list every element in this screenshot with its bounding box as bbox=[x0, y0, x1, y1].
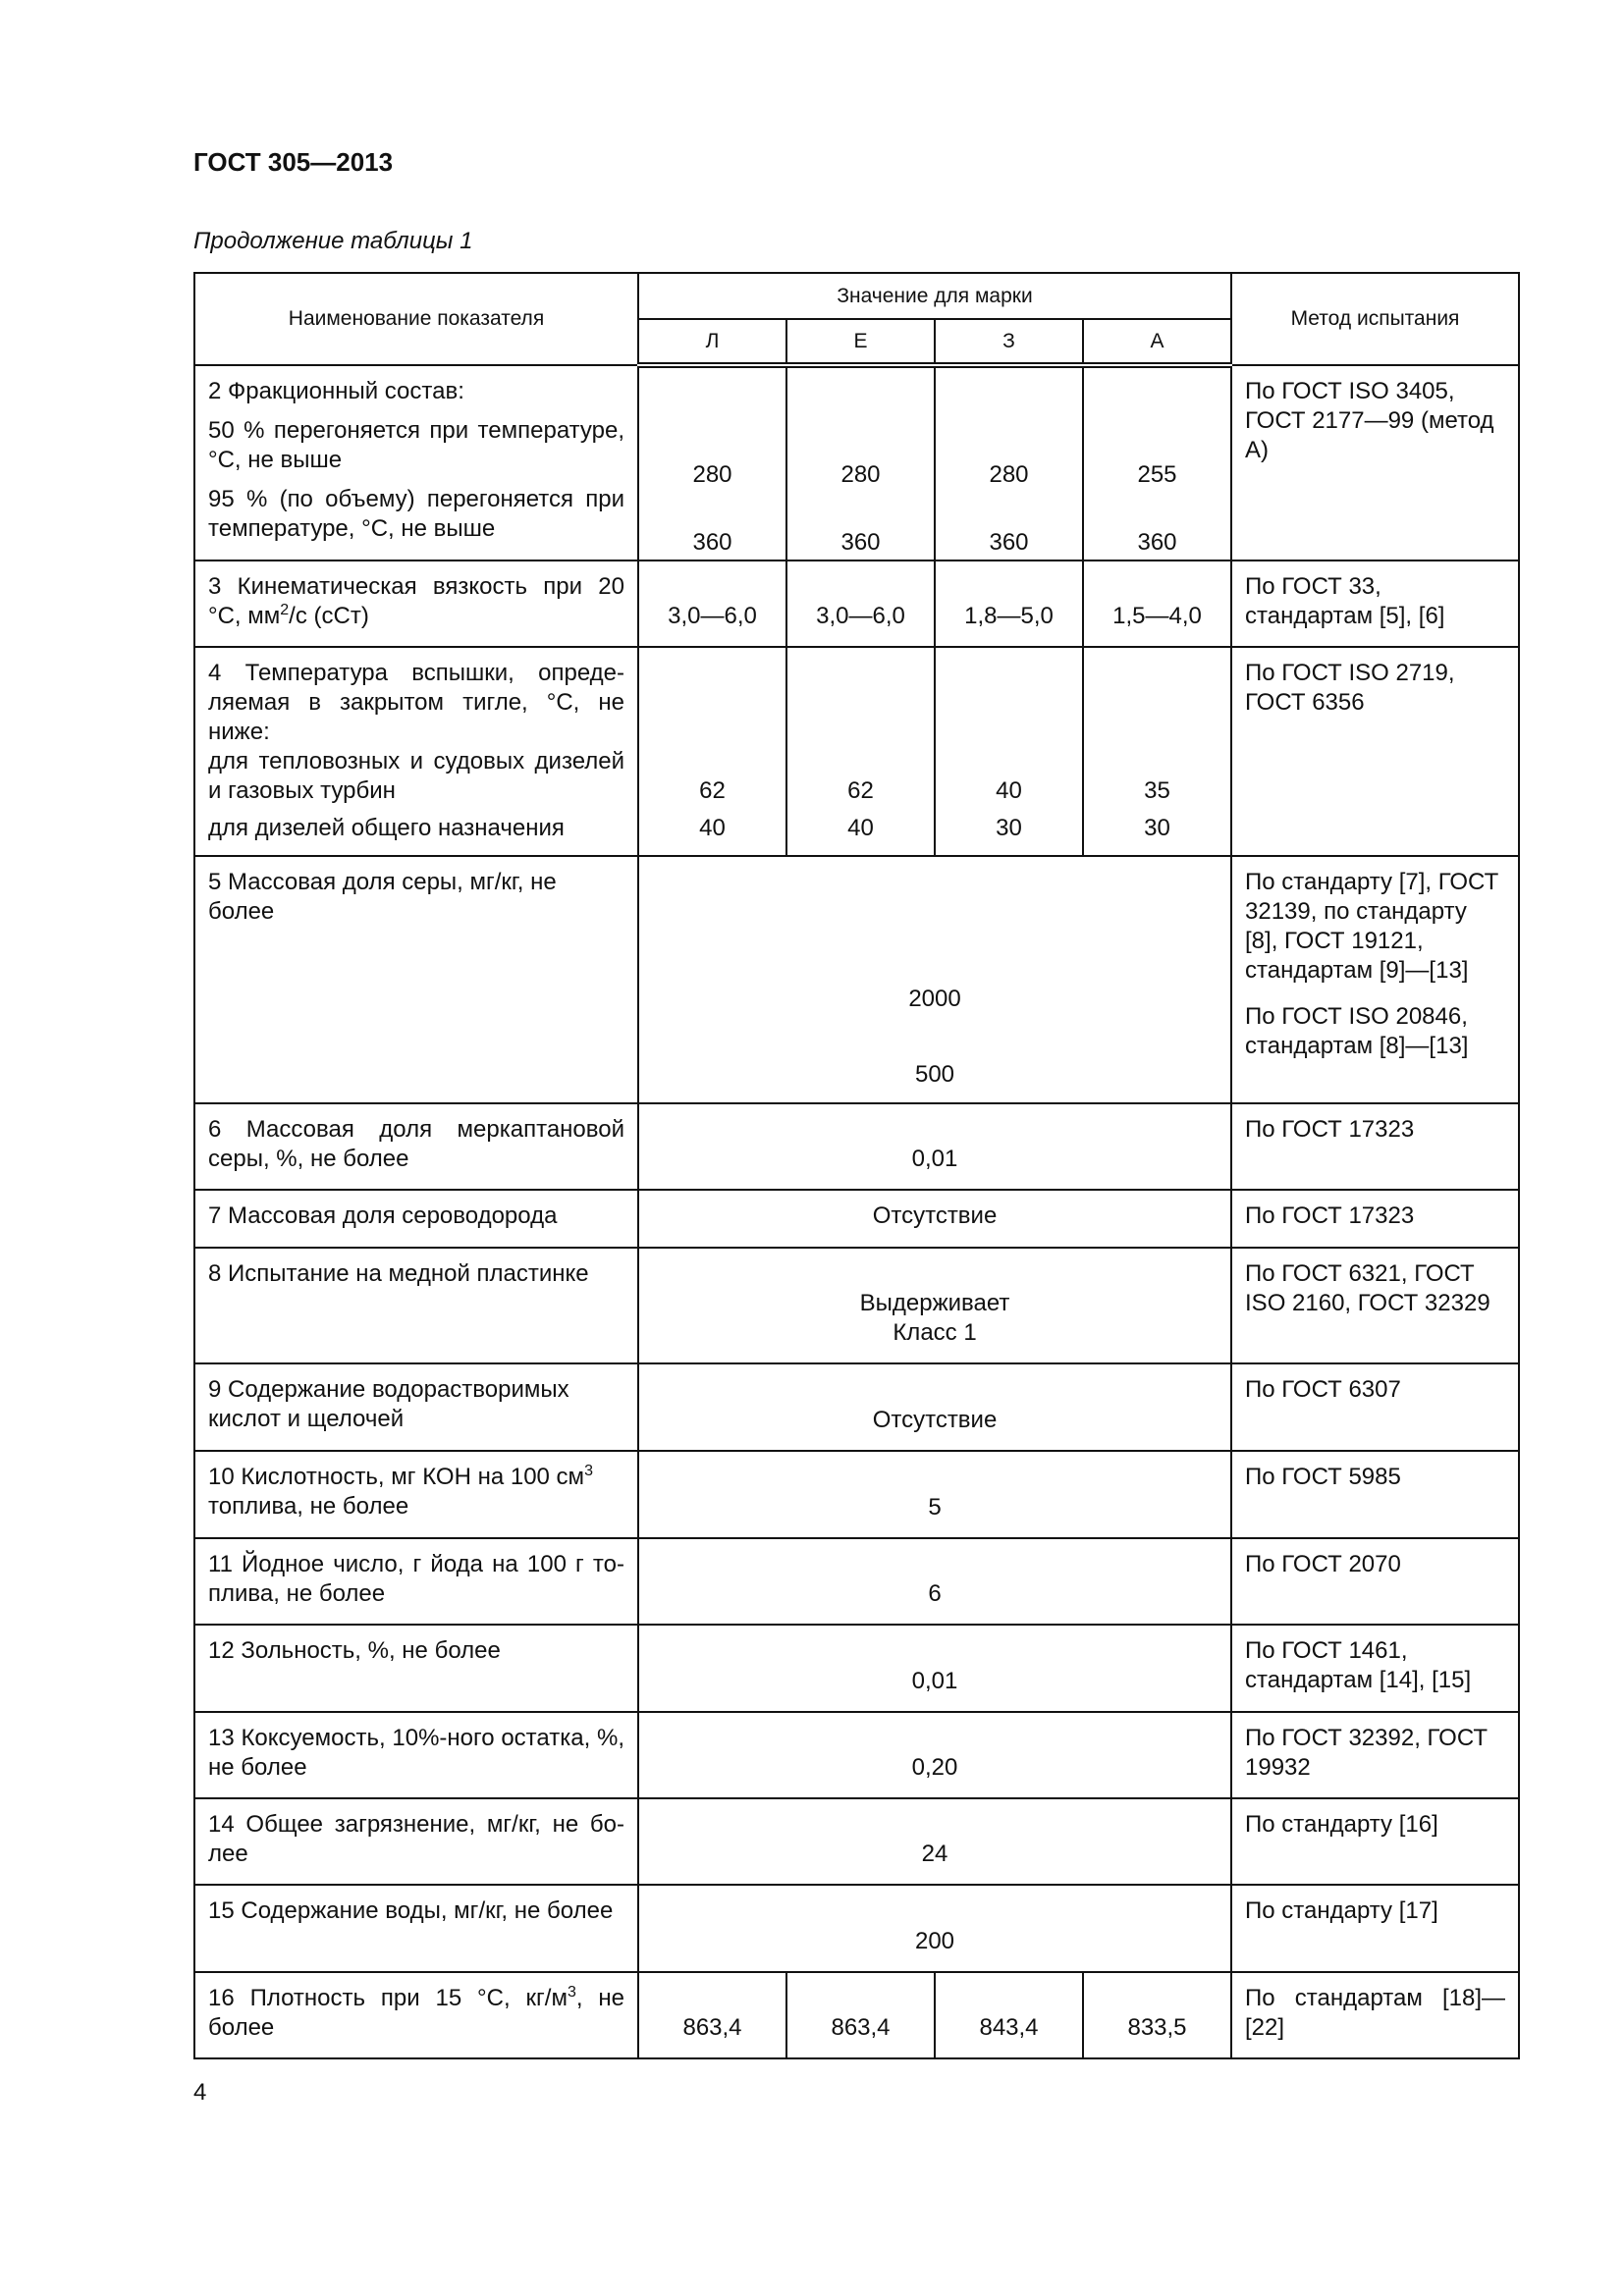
row-2-grade-e: 280 360 bbox=[786, 365, 935, 561]
table-row bbox=[194, 1451, 1519, 1538]
page-number: 4 bbox=[193, 2079, 207, 2106]
row-5-method-a: По стандарту [7], ГОСТ 32139, по стандарту [8], ГОСТ 19121, стандартам [9]—[13] bbox=[1245, 869, 1499, 984]
row-13-method: По ГОСТ 32392, ГОСТ 19932 bbox=[1231, 1712, 1519, 1798]
row-9-name: 9 Содержание водорастворимых кислот и щелочей bbox=[194, 1363, 638, 1451]
row-2-title: 2 Фракционный состав: bbox=[208, 378, 464, 404]
row-8-value: Выдерживает Класс 1 bbox=[638, 1248, 1231, 1363]
row-5-name: 5 Массовая доля серы, мг/кг, не более bbox=[194, 856, 638, 1103]
row-11-value: 6 bbox=[638, 1538, 1231, 1625]
row-8-name: 8 Испытание на медной пластинке bbox=[194, 1248, 638, 1363]
row-2-grade-a: 255 360 bbox=[1083, 365, 1231, 561]
row-8-method: По ГОСТ 6321, ГОСТ ISO 2160, ГОСТ 32329 bbox=[1231, 1248, 1519, 1363]
row-12-method: По ГОСТ 1461, стандартам [14], [15] bbox=[1231, 1625, 1519, 1712]
row-3-method: По ГОСТ 33, стандартам [5], [6] bbox=[1231, 561, 1519, 647]
document-title: ГОСТ 305—2013 bbox=[193, 147, 394, 177]
header-grade-l: Л bbox=[638, 319, 786, 365]
row-7-method: По ГОСТ 17323 bbox=[1231, 1190, 1519, 1248]
row-3-grade-a: 1,5—4,0 bbox=[1083, 561, 1231, 647]
row-5-value: 2000 500 bbox=[638, 856, 1231, 1103]
row-4-title: 4 Температура вспышки, определяемая в закрытом тигле, °С, не ниже: bbox=[208, 660, 624, 745]
row-5-method-b: По ГОСТ ISO 20846, стандартам [8]—[13] bbox=[1245, 1003, 1469, 1059]
row-10-name: 10 Кислотность, мг КОН на 100 $см^3$ топлива, не более bbox=[194, 1451, 638, 1538]
row-6-method: По ГОСТ 17323 bbox=[1231, 1103, 1519, 1190]
row-12-value: 0,01 bbox=[638, 1625, 1231, 1712]
header-grade-z: З bbox=[935, 319, 1083, 365]
row-16-grade-e: 863,4 bbox=[786, 1972, 935, 2058]
row-3-grade-z: 1,8—5,0 bbox=[935, 561, 1083, 647]
table-row bbox=[194, 1625, 1519, 1712]
row-4-name bbox=[194, 647, 638, 856]
table-row bbox=[194, 1885, 1519, 1972]
table-row bbox=[194, 647, 1519, 856]
row-13-value: 0,20 bbox=[638, 1712, 1231, 1798]
row-4-sub-locomotive: для тепловозных и судовых дизелей и газовых турбин bbox=[208, 748, 624, 804]
row-11-method: По ГОСТ 2070 bbox=[1231, 1538, 1519, 1625]
row-2-name bbox=[194, 365, 638, 561]
row-3-name: 3 Кинематическая вязкость при 20 °С, $мм^2/с$ (сСт) bbox=[194, 561, 638, 647]
row-10-method: По ГОСТ 5985 bbox=[1231, 1451, 1519, 1538]
row-16-grade-a: 833,5 bbox=[1083, 1972, 1231, 2058]
table-row bbox=[194, 561, 1519, 647]
row-15-value: 200 bbox=[638, 1885, 1231, 1972]
row-6-value: 0,01 bbox=[638, 1103, 1231, 1190]
row-13-name: 13 Коксуемость, 10%-ного остатка, %, не более bbox=[194, 1712, 638, 1798]
table-row bbox=[194, 1103, 1519, 1190]
row-15-name: 15 Содержание воды, мг/кг, не более bbox=[194, 1885, 638, 1972]
row-2-grade-z: 280 360 bbox=[935, 365, 1083, 561]
row-4-grade-e: 62 40 bbox=[786, 647, 935, 856]
row-16-grade-z: 843,4 bbox=[935, 1972, 1083, 2058]
table-row bbox=[194, 1798, 1519, 1885]
row-3-grade-l: 3,0—6,0 bbox=[638, 561, 786, 647]
table-row bbox=[194, 1190, 1519, 1248]
row-9-method: По ГОСТ 6307 bbox=[1231, 1363, 1519, 1451]
row-4-grade-z: 40 30 bbox=[935, 647, 1083, 856]
row-14-value: 24 bbox=[638, 1798, 1231, 1885]
row-5-method bbox=[1231, 856, 1519, 1103]
table-row bbox=[194, 856, 1519, 1103]
row-2-method: По ГОСТ ISO 3405, ГОСТ 2177—99 (метод А) bbox=[1231, 365, 1519, 561]
row-4-method: По ГОСТ ISO 2719, ГОСТ 6356 bbox=[1231, 647, 1519, 856]
row-16-grade-l: 863,4 bbox=[638, 1972, 786, 2058]
row-9-value: Отсутствие bbox=[638, 1363, 1231, 1451]
table-row bbox=[194, 1538, 1519, 1625]
row-12-name: 12 Зольность, %, не более bbox=[194, 1625, 638, 1712]
row-7-value: Отсутствие bbox=[638, 1190, 1231, 1248]
row-4-grade-l: 62 40 bbox=[638, 647, 786, 856]
row-15-method: По стандарту [17] bbox=[1231, 1885, 1519, 1972]
row-10-value: 5 bbox=[638, 1451, 1231, 1538]
row-6-name: 6 Массовая доля меркаптановой серы, %, не более bbox=[194, 1103, 638, 1190]
header-grade-e: Е bbox=[786, 319, 935, 365]
header-grade-a: А bbox=[1083, 319, 1231, 365]
row-14-method: По стандарту [16] bbox=[1231, 1798, 1519, 1885]
table-row bbox=[194, 1972, 1519, 2058]
row-2-sub-95: 95 % (по объему) перегоняется при температуре, °С, не выше bbox=[208, 486, 624, 542]
row-2-grade-l: 280 360 bbox=[638, 365, 786, 561]
row-11-name: 11 Йодное число, г йода на 100 г топлива, не более bbox=[194, 1538, 638, 1625]
row-3-grade-e: 3,0—6,0 bbox=[786, 561, 935, 647]
table-row bbox=[194, 1712, 1519, 1798]
header-indicator-name: Наименование показателя bbox=[194, 273, 638, 365]
row-4-grade-a: 35 30 bbox=[1083, 647, 1231, 856]
table-caption: Продолжение таблицы 1 bbox=[193, 228, 473, 254]
header-test-method: Метод испытания bbox=[1231, 273, 1519, 365]
row-14-name: 14 Общее загрязнение, мг/кг, не более bbox=[194, 1798, 638, 1885]
table-row bbox=[194, 1363, 1519, 1451]
row-16-name: 16 Плотность при 15 °С, $кг/м^3$, не более bbox=[194, 1972, 638, 2058]
row-16-method: По стандартам [18]—[22] bbox=[1231, 1972, 1519, 2058]
row-4-sub-general: для дизелей общего назначения bbox=[208, 815, 565, 841]
header-value-group: Значение для марки bbox=[638, 273, 1231, 319]
table-row bbox=[194, 1248, 1519, 1363]
table-row bbox=[194, 365, 1519, 561]
row-2-sub-50: 50 % перегоняется при температуре, °С, не выше bbox=[208, 417, 624, 473]
specification-table bbox=[193, 272, 1520, 2059]
row-7-name: 7 Массовая доля сероводорода bbox=[194, 1190, 638, 1248]
